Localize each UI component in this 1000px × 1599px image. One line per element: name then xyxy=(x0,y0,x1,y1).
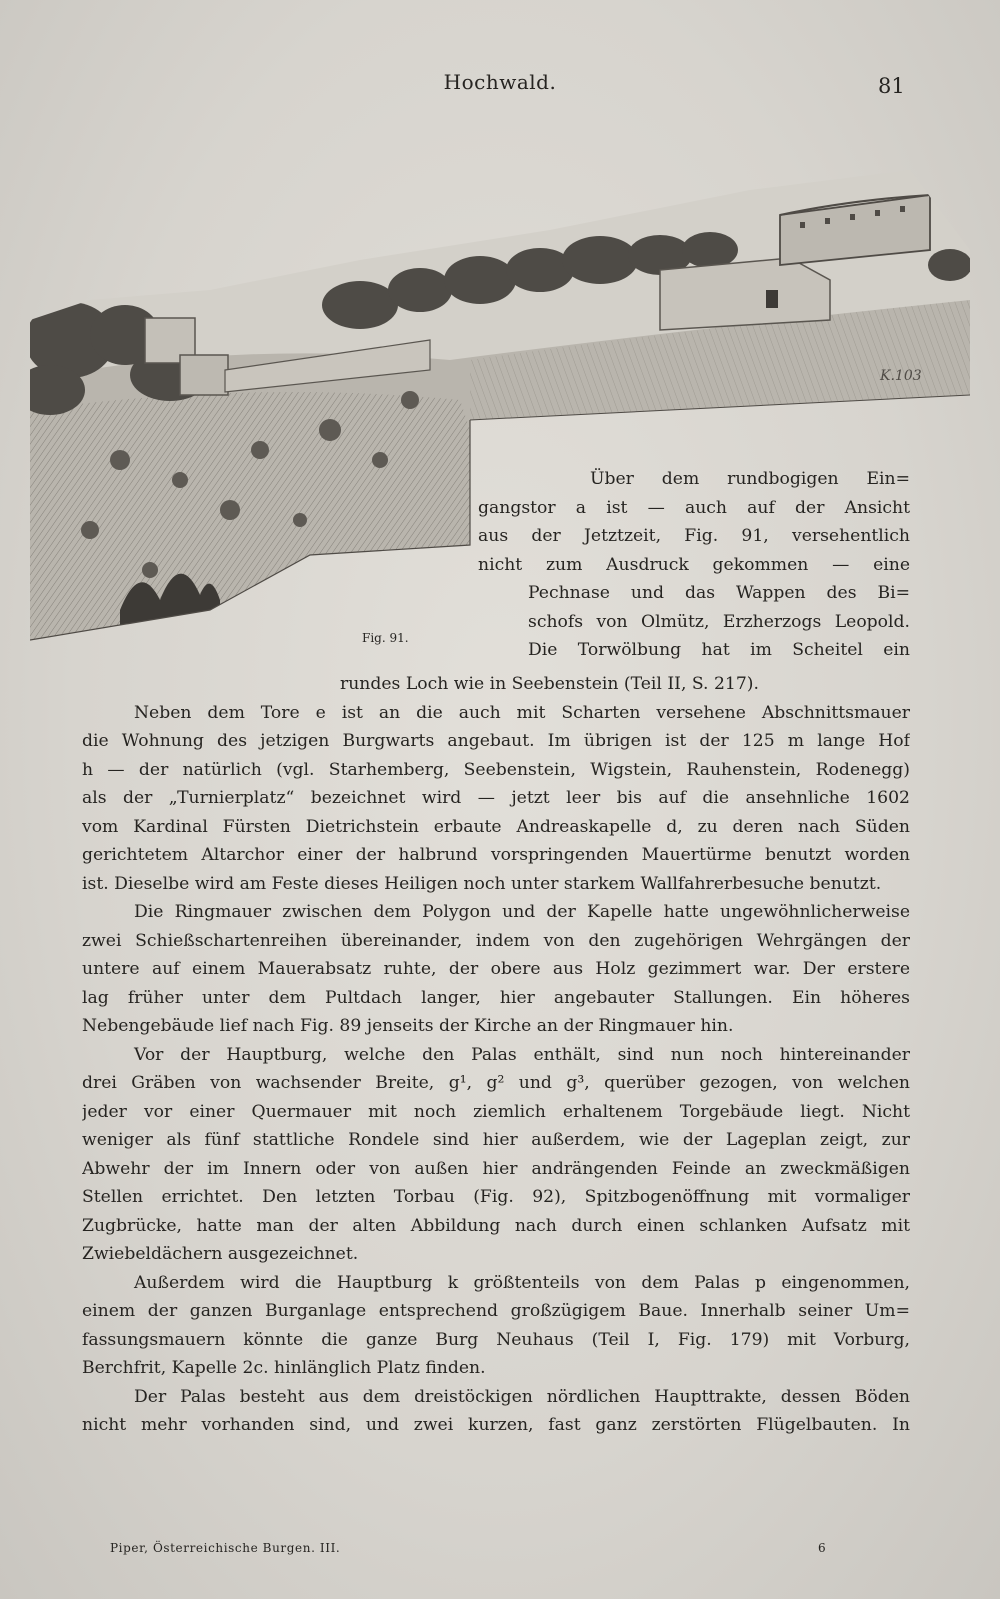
page-number: 81 xyxy=(878,74,905,98)
text-line: gangstor a ist — auch auf der Ansicht xyxy=(478,497,910,518)
running-head: Hochwald. xyxy=(443,70,557,94)
text-line: Über dem rundbogigen Ein= xyxy=(590,469,910,489)
text-line: rundes Loch wie in Seebenstein (Teil II, S. 217). xyxy=(340,674,759,694)
figure-caption: Fig. 91. xyxy=(362,631,409,645)
text-line: Die Torwölbung hat im Scheitel ein xyxy=(528,640,910,660)
text-line: zwei Schießschartenreihen übereinander, indem von den zugehörigen Wehrgängen der xyxy=(82,930,910,951)
footer-book-title: Piper, Österreichische Burgen. III. xyxy=(110,1541,341,1555)
text-line: nicht mehr vorhanden sind, und zwei kurzen, fast ganz zerstörten Flügelbauten. In xyxy=(82,1415,910,1435)
text-line: Nebengebäude lief nach Fig. 89 jenseits der Kirche an der Ringmauer hin. xyxy=(82,1016,734,1036)
text-line: untere auf einem Mauerabsatz ruhte, der obere aus Holz gezimmert war. Der erstere xyxy=(82,959,910,979)
text-line: Zugbrücke, hatte man der alten Abbildung nach durch einen schlanken Aufsatz mit xyxy=(82,1215,910,1236)
text-line: schofs von Olmütz, Erzherzogs Leopold. xyxy=(528,611,910,632)
text-line: Abwehr der im Innern oder von außen hier andrängenden Feinde an zweckmäßigen xyxy=(82,1158,910,1179)
text-line: aus der Jetztzeit, Fig. 91, versehentlich xyxy=(478,526,910,546)
text-line: nicht zum Ausdruck gekommen — eine xyxy=(478,554,910,575)
text-line: Berchfrit, Kapelle 2c. hinlänglich Platz finden. xyxy=(82,1358,486,1378)
text-line: Vor der Hauptburg, welche den Palas enthält, sind nun noch hintereinander xyxy=(134,1044,910,1065)
footer-signature-mark: 6 xyxy=(818,1541,826,1555)
wrap-paragraph xyxy=(478,465,910,665)
text-line: lag früher unter dem Pultdach langer, hier angebauter Stallungen. Ein höheres xyxy=(82,987,910,1008)
text-line: Die Ringmauer zwischen dem Polygon und der Kapelle hatte ungewöhnlicherweise xyxy=(134,902,910,922)
text-line: Außerdem wird die Hauptburg k größtenteils von dem Palas p eingenommen, xyxy=(134,1272,910,1293)
text-line: jeder vor einer Quermauer mit noch ziemlich erhaltenem Torgebäude liegt. Nicht xyxy=(82,1101,910,1122)
text-line: als der „Turnierplatz“ bezeichnet wird — jetzt leer bis auf die ansehnliche 1602 xyxy=(82,788,910,808)
text-line: drei Gräben von wachsender Breite, g¹, g² und g³, querüber gezogen, von welchen xyxy=(82,1073,910,1093)
text-line: gerichtetem Altarchor einer der halbrund vorspringenden Mauertürme benutzt worden xyxy=(82,845,910,865)
text-line: einem der ganzen Burganlage entsprechend großzügigem Baue. Innerhalb seiner Um= xyxy=(82,1301,910,1321)
text-line: Der Palas besteht aus dem dreistöckigen nördlichen Haupttrakte, dessen Böden xyxy=(134,1386,910,1407)
text-line: Zwiebeldächern ausgezeichnet. xyxy=(82,1244,359,1264)
body-paragraphs xyxy=(82,670,910,1440)
text-line: Neben dem Tore e ist an die auch mit Scharten versehene Abschnittsmauer xyxy=(134,702,910,723)
text-line: die Wohnung des jetzigen Burgwarts angebaut. Im übrigen ist der 125 m lange Hof xyxy=(82,731,910,751)
text-line: vom Kardinal Fürsten Dietrichstein erbaute Andreaskapelle d, zu deren nach Süden xyxy=(82,816,910,837)
text-line: weniger als fünf stattliche Rondele sind hier außerdem, wie der Lageplan zeigt, zur xyxy=(82,1130,910,1150)
text-line: fassungsmauern könnte die ganze Burg Neuhaus (Teil I, Fig. 179) mit Vorburg, xyxy=(82,1329,910,1350)
artist-signature: K.103 xyxy=(880,368,922,384)
text-line: Stellen errichtet. Den letzten Torbau (Fig. 92), Spitzbogenöffnung mit vormaliger xyxy=(82,1187,910,1207)
text-line: Pechnase und das Wappen des Bi= xyxy=(528,583,910,603)
text-line: ist. Dieselbe wird am Feste dieses Heiligen noch unter starkem Wallfahrerbesuche benutzt. xyxy=(82,873,882,894)
text-line: h — der natürlich (vgl. Starhemberg, Seebenstein, Wigstein, Rauhenstein, Rodenegg) xyxy=(82,759,910,780)
